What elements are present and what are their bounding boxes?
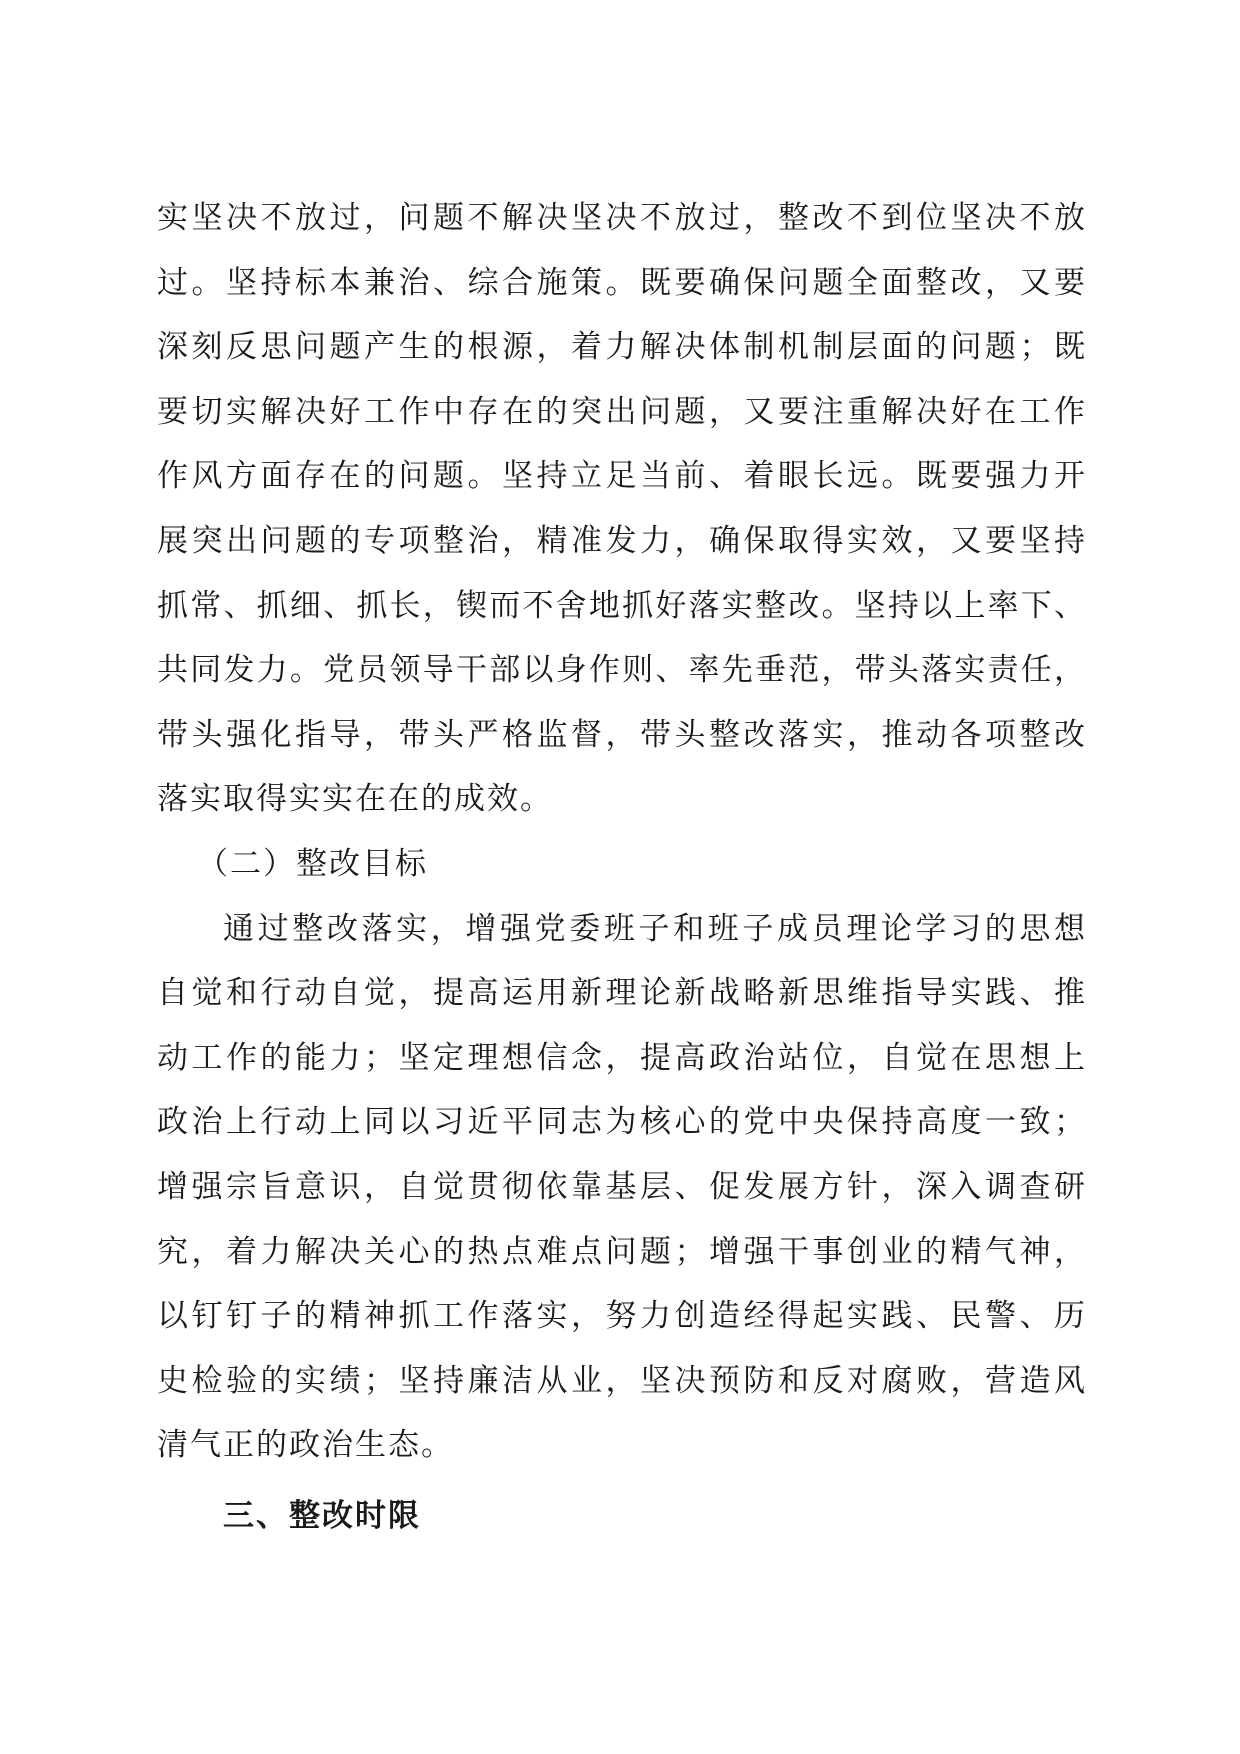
- text-line: 清气正的政治生态。: [157, 1427, 454, 1464]
- text-line: 究，着力解决关心的热点难点问题；增强干事创业的精气神，: [157, 1233, 1087, 1270]
- text-line: 政治上行动上同以习近平同志为核心的党中央保持高度一致；: [157, 1104, 1087, 1141]
- text-line: 以钉钉子的精神抓工作落实，努力创造经得起实践、民警、历: [157, 1298, 1087, 1335]
- text-line: 展突出问题的专项整治，精准发力，确保取得实效，又要坚持: [157, 522, 1087, 559]
- document-body: [157, 186, 1087, 1548]
- text-line: 落实取得实实在在的成效。: [157, 781, 553, 818]
- text-line: 深刻反思问题产生的根源，着力解决体制机制层面的问题；既: [157, 329, 1087, 366]
- text-line: 通过整改落实，增强党委班子和班子成员理论学习的思想: [223, 910, 1087, 947]
- text-line: 动工作的能力；坚定理想信念，提高政治站位，自觉在思想上: [157, 1039, 1087, 1076]
- text-line: 作风方面存在的问题。坚持立足当前、着眼长远。既要强力开: [157, 458, 1087, 495]
- text-line: 共同发力。党员领导干部以身作则、率先垂范，带头落实责任，: [157, 652, 1087, 689]
- text-line: 过。坚持标本兼治、综合施策。既要确保问题全面整改，又要: [157, 264, 1087, 301]
- section-heading: 三、整改时限: [223, 1497, 421, 1534]
- text-line: 带头强化指导，带头严格监督，带头整改落实，推动各项整改: [157, 716, 1087, 753]
- text-line: 实坚决不放过，问题不解决坚决不放过，整改不到位坚决不放: [157, 200, 1087, 236]
- text-line: 自觉和行动自觉，提高运用新理论新战略新思维指导实践、推: [157, 975, 1087, 1012]
- text-line: 抓常、抓细、抓长，锲而不舍地抓好落实整改。坚持以上率下、: [157, 587, 1087, 624]
- section-subheading: （二）整改目标: [197, 845, 428, 882]
- text-line: 增强宗旨意识，自觉贯彻依靠基层、促发展方针，深入调查研: [157, 1168, 1087, 1205]
- text-line: 史检验的实绩；坚持廉洁从业，坚决预防和反对腐败，营造风: [157, 1362, 1087, 1399]
- paragraph-principles: [157, 186, 1087, 832]
- text-line: 要切实解决好工作中存在的突出问题，又要注重解决好在工作: [157, 393, 1087, 430]
- paragraph-goals: [157, 897, 1087, 1478]
